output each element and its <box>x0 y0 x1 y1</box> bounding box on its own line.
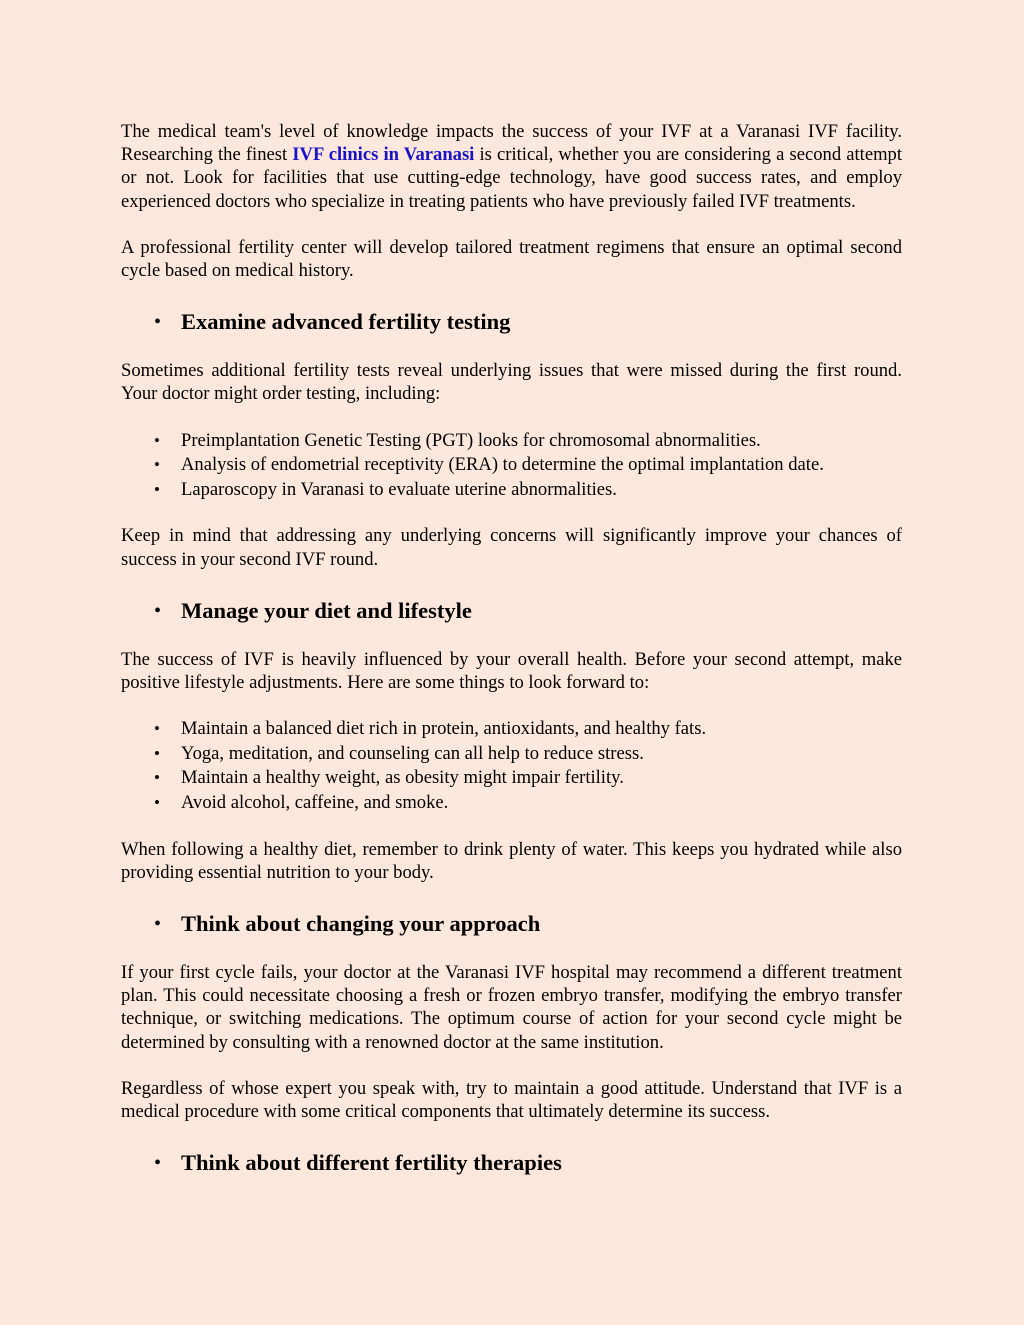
section-heading-therapies <box>121 1149 902 1177</box>
list-item <box>121 742 902 767</box>
heading-text: Think about different fertility therapies <box>181 1150 562 1176</box>
bullet-icon: • <box>154 793 160 812</box>
heading-advanced-testing <box>121 308 902 336</box>
list-item <box>121 766 902 791</box>
bullet-icon: • <box>154 455 160 475</box>
list-item-text: Preimplantation Genetic Testing (PGT) looks for chromosomal abnormalities. <box>181 429 761 451</box>
section-heading-testing <box>121 308 902 336</box>
list-item <box>121 717 902 742</box>
list-item-text: Avoid alcohol, caffeine, and smoke. <box>181 792 449 813</box>
paragraph-additional-tests: Sometimes additional fertility tests reveal underlying issues that were missed during the first round. Your doctor might order testing, including: <box>121 360 902 405</box>
heading-diet-lifestyle <box>121 597 902 625</box>
heading-changing-approach <box>121 910 902 938</box>
list-item <box>121 429 902 454</box>
bullet-icon: • <box>154 768 160 788</box>
bullet-icon: • <box>154 913 162 935</box>
paragraph-water: When following a healthy diet, remember to drink plenty of water. This keeps you hydrated while also providing essential nutrition to your body. <box>121 838 902 883</box>
paragraph-text: is critical, whether you are considering a second attempt or not. Look for facilities that use cutting-edge technology, have good success rates, and employ experienced doctors who specialize in treating patients who have previously failed IVF treatments. <box>121 144 902 212</box>
list-item-text: Yoga, meditation, and counseling can all help to reduce stress. <box>181 742 644 764</box>
bullet-icon: • <box>154 719 160 739</box>
testing-list <box>121 429 902 503</box>
list-item <box>121 453 902 478</box>
bullet-icon: • <box>154 311 162 334</box>
ivf-clinics-link[interactable]: IVF clinics in Varanasi <box>292 144 475 166</box>
section-heading-approach <box>121 910 902 938</box>
heading-text: Examine advanced fertility testing <box>181 309 511 335</box>
list-item-text: Laparoscopy in Varanasi to evaluate uterine abnormalities. <box>181 478 617 500</box>
lifestyle-list <box>121 717 902 815</box>
paragraph-overall-health: The success of IVF is heavily influenced by your overall health. Before your second attempt, make positive lifestyle adjustments. Here are some things to look forward to: <box>121 648 902 694</box>
bullet-icon: • <box>154 599 162 622</box>
bullet-icon: • <box>154 479 160 499</box>
bullet-icon: • <box>154 1152 162 1175</box>
paragraph-attitude: Regardless of whose expert you speak with, try to maintain a good attitude. Understand that IVF is a medical procedure with some critical components that ultimately determine its success. <box>121 1077 902 1123</box>
bullet-icon: • <box>154 743 160 763</box>
heading-text: Think about changing your approach <box>181 911 541 936</box>
heading-fertility-therapies <box>121 1149 902 1177</box>
list-item <box>121 791 902 816</box>
paragraph-professional-center: A professional fertility center will develop tailored treatment regimens that ensure an optimal second cycle based on medical history. <box>121 236 902 282</box>
paragraph-underlying-concerns: Keep in mind that addressing any underlying concerns will significantly improve your chances of success in your second IVF round. <box>121 525 902 570</box>
document-body <box>121 120 902 1177</box>
list-item-text: Maintain a balanced diet rich in protein, antioxidants, and healthy fats. <box>181 718 707 740</box>
list-item <box>121 478 902 503</box>
paragraph-treatment-plan: If your first cycle fails, your doctor at the Varanasi IVF hospital may recommend a different treatment plan. This could necessitate choosing a fresh or frozen embryo transfer, modifying the embryo transfer technique, or switching medications. The optimum course of action for your second cycle might be determined by consulting with a renowned doctor at the same institution. <box>121 962 902 1053</box>
list-item-text: Analysis of endometrial receptivity (ERA) to determine the optimal implantation date. <box>181 454 824 476</box>
list-item-text: Maintain a healthy weight, as obesity might impair fertility. <box>181 767 624 789</box>
bullet-icon: • <box>154 430 160 450</box>
paragraph-ivf-clinics <box>121 120 902 213</box>
heading-text: Manage your diet and lifestyle <box>181 597 472 623</box>
paragraph-text: The medical team's level of knowledge impacts the success of your IVF at a Varanasi IVF facility. Researching the finest <box>121 121 902 166</box>
section-heading-lifestyle <box>121 597 902 625</box>
